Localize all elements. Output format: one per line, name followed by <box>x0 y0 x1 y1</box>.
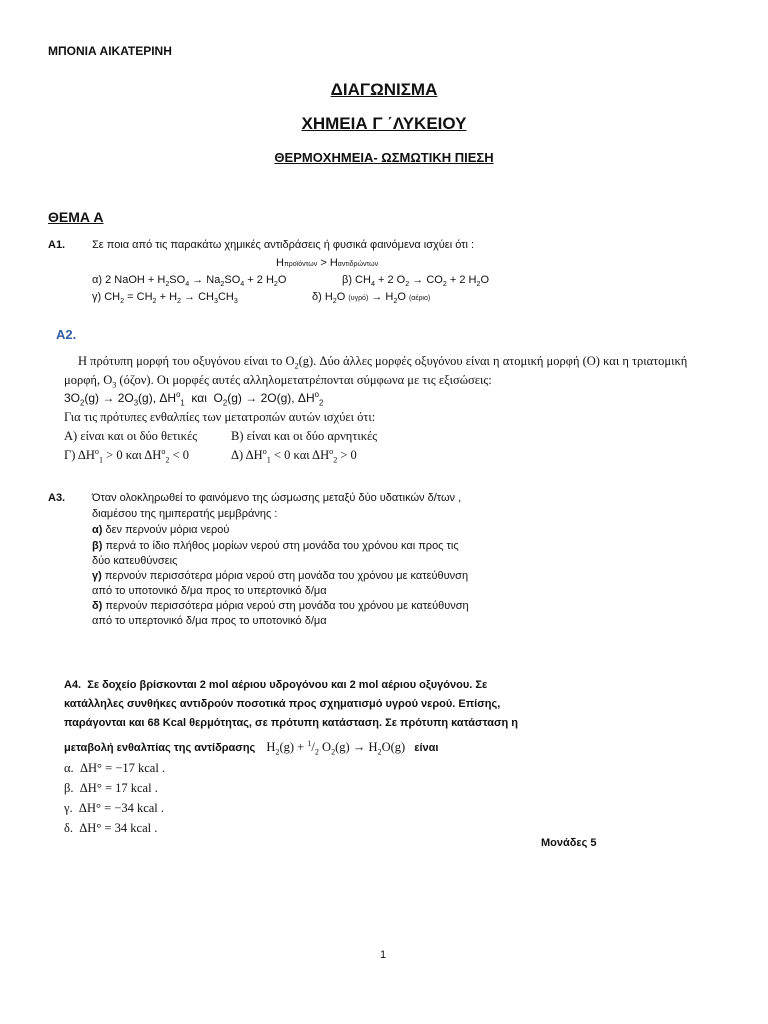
condition-line: Hπροϊόντων > Hαντιδρώντων <box>276 257 379 269</box>
question-text-line1: Όταν ολοκληρωθεί το φαινόμενο της ώσμωσης μεταξύ δύο υδατικών δ/των , <box>92 492 462 504</box>
equations-line: $3O_2(g) \to 2O_3(g)$, $\Delta H^o_1$ και $O_2(g) \to 2O(g)$, $\Delta H^o_2$ <box>64 390 324 408</box>
option-c-line1: γ) περνούν περισσότερα μόρια νερού στη μονάδα του χρόνου με κατεύθυνση <box>92 570 469 582</box>
option-b: β. ΔH° = 17 kcal . <box>64 781 158 795</box>
option-c-line2: από το υποτονικό δ/μα προς το υπερτονικό δ/μα <box>92 585 327 597</box>
option-a: α. ΔH° = −17 kcal . <box>64 761 166 775</box>
question-text-line3: παράγονται και 68 Kcal θερμότητας, σε πρότυπη κατάσταση. Σε πρότυπη κατάσταση η <box>64 717 518 729</box>
author-name: ΜΠΟΝΙΑ ΑΙΚΑΤΕΡΙΝΗ <box>48 44 172 58</box>
question-label: A3. <box>48 492 66 504</box>
course-title: ΧΗΜΕΙΑ Γ ΄ΛΥΚΕΙΟΥ <box>301 114 467 133</box>
option-d-line1: δ) περνούν περισσότερα μόρια νερού στη μονάδα του χρόνου με κατεύθυνση <box>92 600 469 612</box>
option-a: Α) είναι και οι δύο θετικές <box>64 429 198 443</box>
section-title: ΘΕΜΑ Α <box>48 209 104 225</box>
option-b-line1: β) περνά το ίδιο πλήθος μορίων νερού στη μονάδα του χρόνου και προς τις <box>92 540 459 552</box>
question-text-line1: Η πρότυπη μορφή του οξυγόνου είναι το $O_2(g)$. Δύο άλλες μορφές οξυγόνου είναι η ατομική μορφή (Ο) και η τριατομική <box>78 354 688 371</box>
page-number: 1 <box>380 949 387 961</box>
question-text-line2: μορφή, $O_3$ (όζον). Οι μορφές αυτές αλληλομετατρέπονται σύμφωνα με τις εξισώσεις: <box>64 373 492 390</box>
option-d-line2: από το υπερτονικό δ/μα προς το υποτονικό δ/μα <box>92 615 327 627</box>
question-label: A1. <box>48 239 66 251</box>
topic-subtitle: ΘΕΡΜΟΧΗΜΕΙΑ- ΩΣΜΩΤΙΚΗ ΠΙΕΣΗ <box>274 150 494 165</box>
marks-label: Μονάδες 5 <box>541 837 597 849</box>
question-prompt: Για τις πρότυπες ενθαλπίες των μετατροπών αυτών ισχύει ότι: <box>64 410 376 424</box>
option-d: Δ) $\Delta H^o_1 < 0$ και $\Delta H^o_2 > 0$ <box>231 446 357 465</box>
option-c: γ. ΔH° = −34 kcal . <box>64 801 165 815</box>
option-d: δ. ΔH° = 34 kcal . <box>64 821 158 835</box>
option-d: δ) $H_2O$ $(\upsilon\gamma\rho ό) \to H_2O$ (αέριο) <box>312 291 431 306</box>
question-text: Σε ποια από τις παρακάτω χημικές αντιδράσεις ή φυσικά φαινόμενα ισχύει ότι : <box>92 239 475 251</box>
question-label: A2. <box>56 327 77 342</box>
option-b: Β) είναι και οι δύο αρνητικές <box>231 429 378 443</box>
option-b: β) $CH_4 + 2$ $O_2 \to CO_2 + 2$ $H_2O$ <box>342 274 490 289</box>
question-text-line2: διαμέσου της ημιπερατής μεμβράνης : <box>92 508 278 520</box>
question-text-line4: μεταβολή ενθαλπίας της αντίδρασης $H_2(g) + ^1/_2$ $O_2(g) \to H_2O(g)$ είναι <box>64 738 439 757</box>
question-text-line2: κατάλληλες συνθήκες αντιδρούν ποσοτικά προς σχηματισμό υγρού νερού. Επίσης, <box>64 698 501 710</box>
option-c: Γ) $\Delta H^o_1 > 0$ και $\Delta H^o_2 < 0$ <box>64 446 189 465</box>
question-text-line1: A4. Σε δοχείο βρίσκονται 2 mol αέριου υδρογόνου και 2 mol αέριου οξυγόνου. Σε <box>64 679 488 691</box>
option-c: γ) $CH_2 = CH_2 + H_2 \to CH_3CH_3$ <box>92 291 238 306</box>
option-a: α) 2 NaOH + $H_2SO_4 \to Na_2SO_4 + 2$ $H_2O$ <box>92 274 287 289</box>
option-b-line2: δύο κατευθύνσεις <box>92 555 178 567</box>
exam-title: ΔΙΑΓΩΝΙΣΜΑ <box>330 80 438 99</box>
option-a: α) δεν περνούν μόρια νερού <box>92 524 230 536</box>
